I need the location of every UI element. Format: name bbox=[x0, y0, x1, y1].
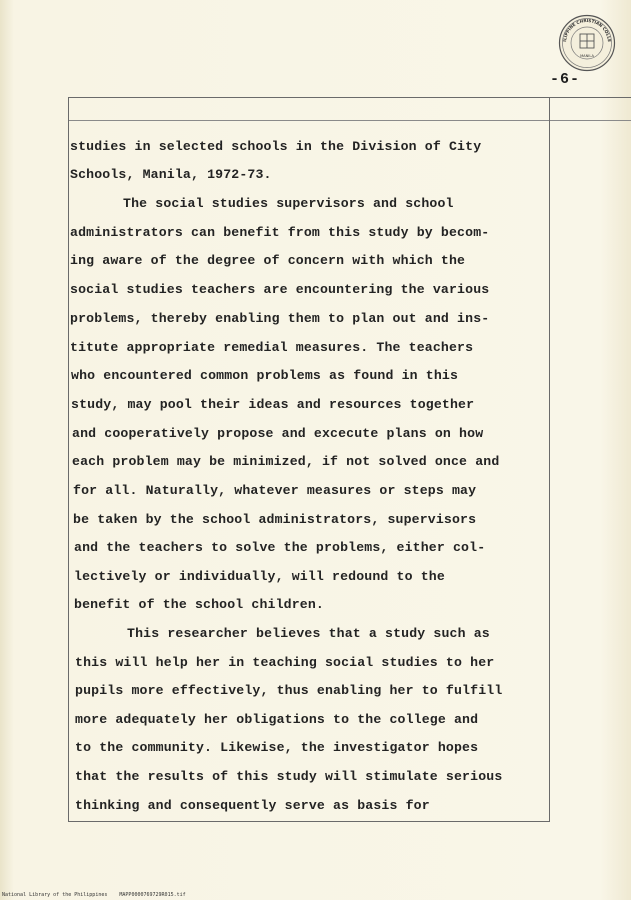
text-line: to the community. Likewise, the investigator hopes bbox=[75, 740, 479, 755]
text-line: study, may pool their ideas and resources together bbox=[71, 397, 475, 412]
text-line: administrators can benefit from this study by becom- bbox=[70, 225, 490, 240]
page-number: -6- bbox=[550, 71, 581, 88]
college-seal bbox=[558, 14, 616, 72]
top-rule bbox=[68, 97, 631, 98]
text-line: and cooperatively propose and excecute plans on how bbox=[72, 426, 484, 441]
header-rule bbox=[68, 120, 631, 121]
text-line: and the teachers to solve the problems, either col- bbox=[74, 540, 486, 555]
text-line: lectively or individually, will redound to the bbox=[74, 569, 445, 584]
text-line: more adequately her obligations to the college and bbox=[75, 712, 479, 727]
text-line: pupils more effectively, thus enabling her to fulfill bbox=[75, 683, 503, 698]
paragraph-first-line: This researcher believes that a study such as bbox=[127, 626, 490, 641]
text-line: be taken by the school administrators, supervisors bbox=[73, 512, 477, 527]
paragraph-first-line: The social studies supervisors and school bbox=[123, 196, 454, 211]
text-line: who encountered common problems as found in this bbox=[71, 368, 459, 383]
text-line: this will help her in teaching social studies to her bbox=[75, 655, 495, 670]
text-line: thinking and consequently serve as basis for bbox=[75, 798, 430, 813]
footer-code: MAPP0000769729R015.tif bbox=[119, 892, 186, 898]
left-margin-rule bbox=[68, 97, 69, 822]
text-line: that the results of this study will stimulate serious bbox=[75, 769, 503, 784]
text-line: benefit of the school children. bbox=[74, 597, 324, 612]
seal-ring-text: ILIPPINE CHRISTIAN COLLE bbox=[562, 17, 613, 43]
text-line: Schools, Manila, 1972-73. bbox=[70, 167, 272, 182]
text-line: titute appropriate remedial measures. The teachers bbox=[70, 340, 474, 355]
seal-city-text: MANILA bbox=[580, 54, 594, 58]
archive-footer bbox=[2, 892, 186, 898]
text-line: each problem may be minimized, if not solved once and bbox=[72, 454, 500, 469]
footer-archive: National Library of the Philippines bbox=[2, 892, 108, 898]
bottom-rule bbox=[68, 821, 550, 822]
text-line: ing aware of the degree of concern with which the bbox=[70, 253, 466, 268]
text-line: for all. Naturally, whatever measures or steps may bbox=[73, 483, 477, 498]
right-margin-rule bbox=[549, 97, 550, 822]
text-line: social studies teachers are encountering the various bbox=[70, 282, 490, 297]
text-line: studies in selected schools in the Division of City bbox=[70, 139, 482, 154]
text-line: problems, thereby enabling them to plan out and ins- bbox=[70, 311, 490, 326]
